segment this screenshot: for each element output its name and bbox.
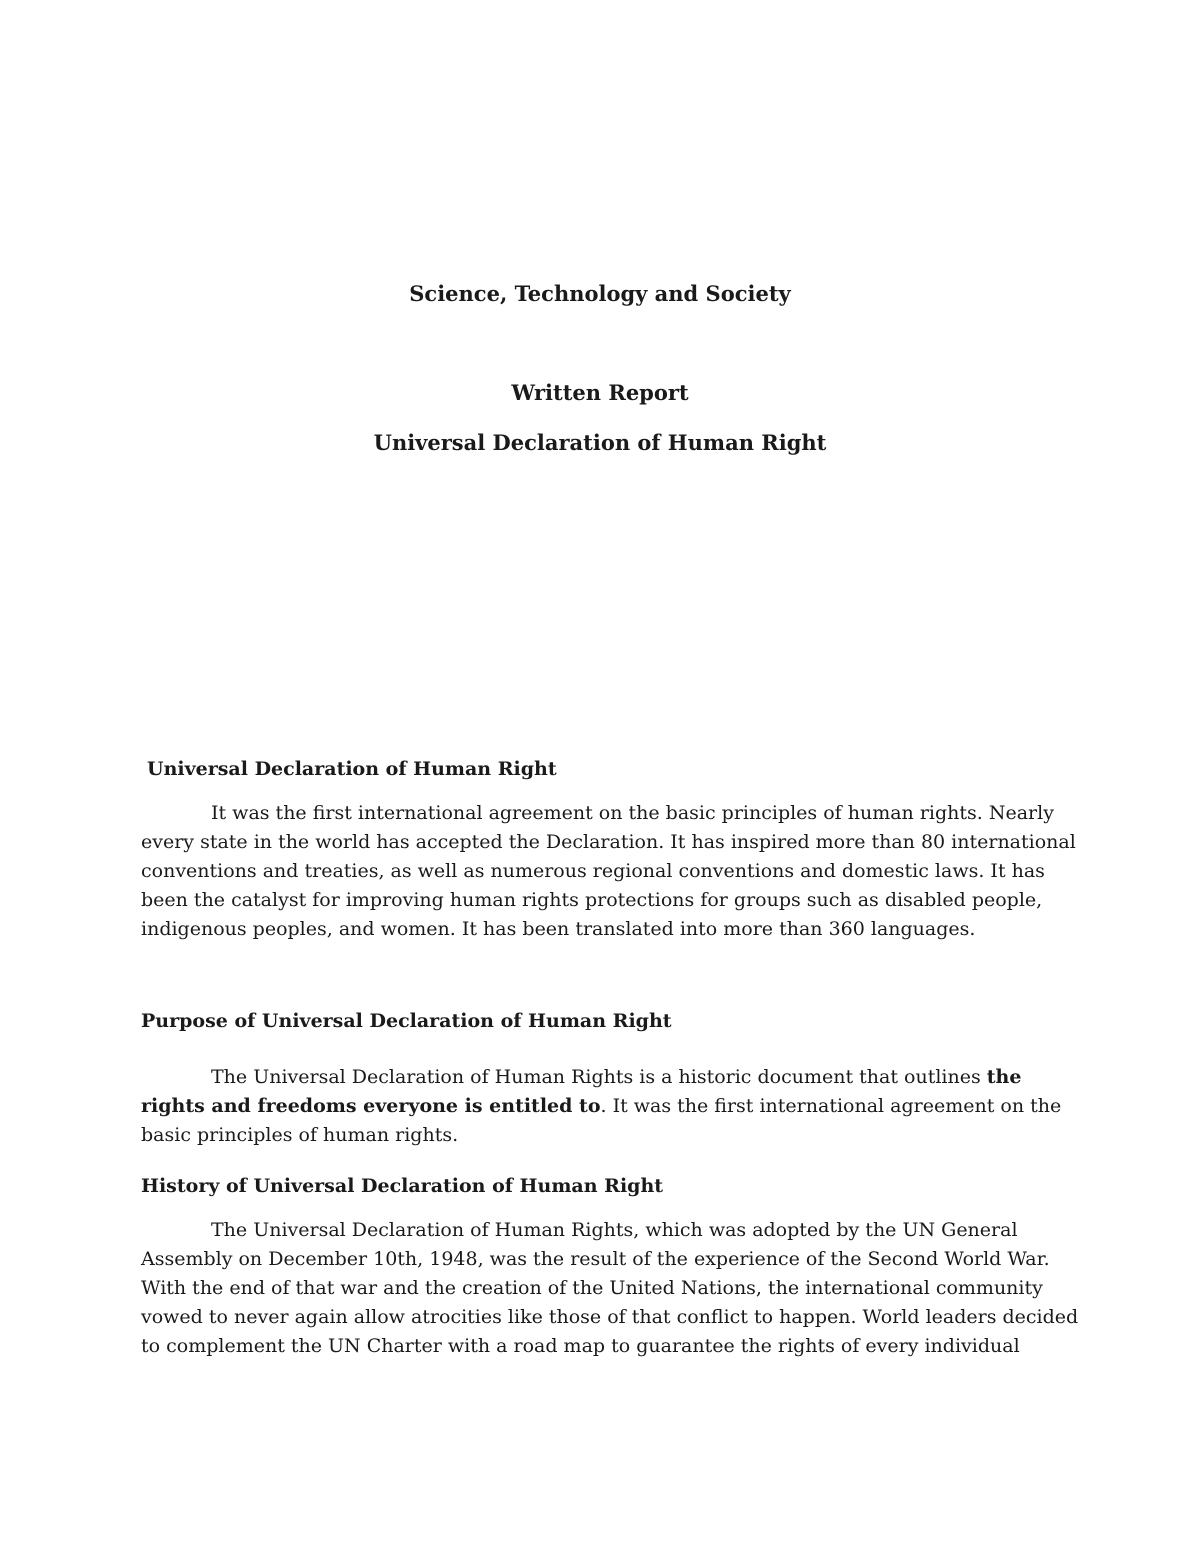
paragraph-line: indigenous peoples, and women. It has been translated into more than 360 languages. — [141, 918, 976, 940]
section-heading-purpose: Purpose of Universal Declaration of Human Right — [141, 1010, 672, 1032]
paragraph-line: been the catalyst for improving human rights protections for groups such as disabled people, — [141, 889, 1043, 911]
section-heading-overview: Universal Declaration of Human Right — [147, 758, 557, 780]
purpose-text: . It was the first international agreement on the — [600, 1095, 1062, 1117]
topic-title: Universal Declaration of Human Right — [373, 430, 827, 455]
section-heading-history: History of Universal Declaration of Human Right — [141, 1175, 664, 1197]
paragraph-line: With the end of that war and the creation of the United Nations, the international community — [141, 1277, 1043, 1299]
history-paragraph — [141, 1216, 1079, 1361]
paragraph-line: vowed to never again allow atrocities like those of that conflict to happen. World leaders decided — [141, 1306, 1079, 1328]
purpose-emphasis: the — [986, 1066, 1022, 1088]
paragraph-line: basic principles of human rights. — [141, 1124, 459, 1146]
paragraph-line — [141, 1092, 1071, 1121]
purpose-emphasis: rights and freedoms everyone is entitled to — [141, 1095, 601, 1117]
purpose-paragraph — [141, 1063, 1071, 1150]
overview-paragraph — [141, 799, 1076, 944]
paragraph-line: to complement the UN Charter with a road map to guarantee the rights of every individual — [141, 1335, 1020, 1357]
paragraph-line — [141, 1063, 1071, 1092]
report-type-title: Written Report — [511, 380, 689, 405]
paragraph-line: It was the first international agreement on the basic principles of human rights. Nearly — [211, 802, 1054, 824]
paragraph-line: The Universal Declaration of Human Rights, which was adopted by the UN General — [211, 1219, 1018, 1241]
paragraph-line: conventions and treaties, as well as numerous regional conventions and domestic laws. It has — [141, 860, 1045, 882]
course-title: Science, Technology and Society — [409, 281, 791, 306]
paragraph-line: Assembly on December 10th, 1948, was the result of the experience of the Second World War. — [141, 1248, 1050, 1270]
purpose-text: The Universal Declaration of Human Rights is a historic document that outlines — [211, 1066, 987, 1088]
paragraph-line: every state in the world has accepted the Declaration. It has inspired more than 80 international — [141, 831, 1076, 853]
